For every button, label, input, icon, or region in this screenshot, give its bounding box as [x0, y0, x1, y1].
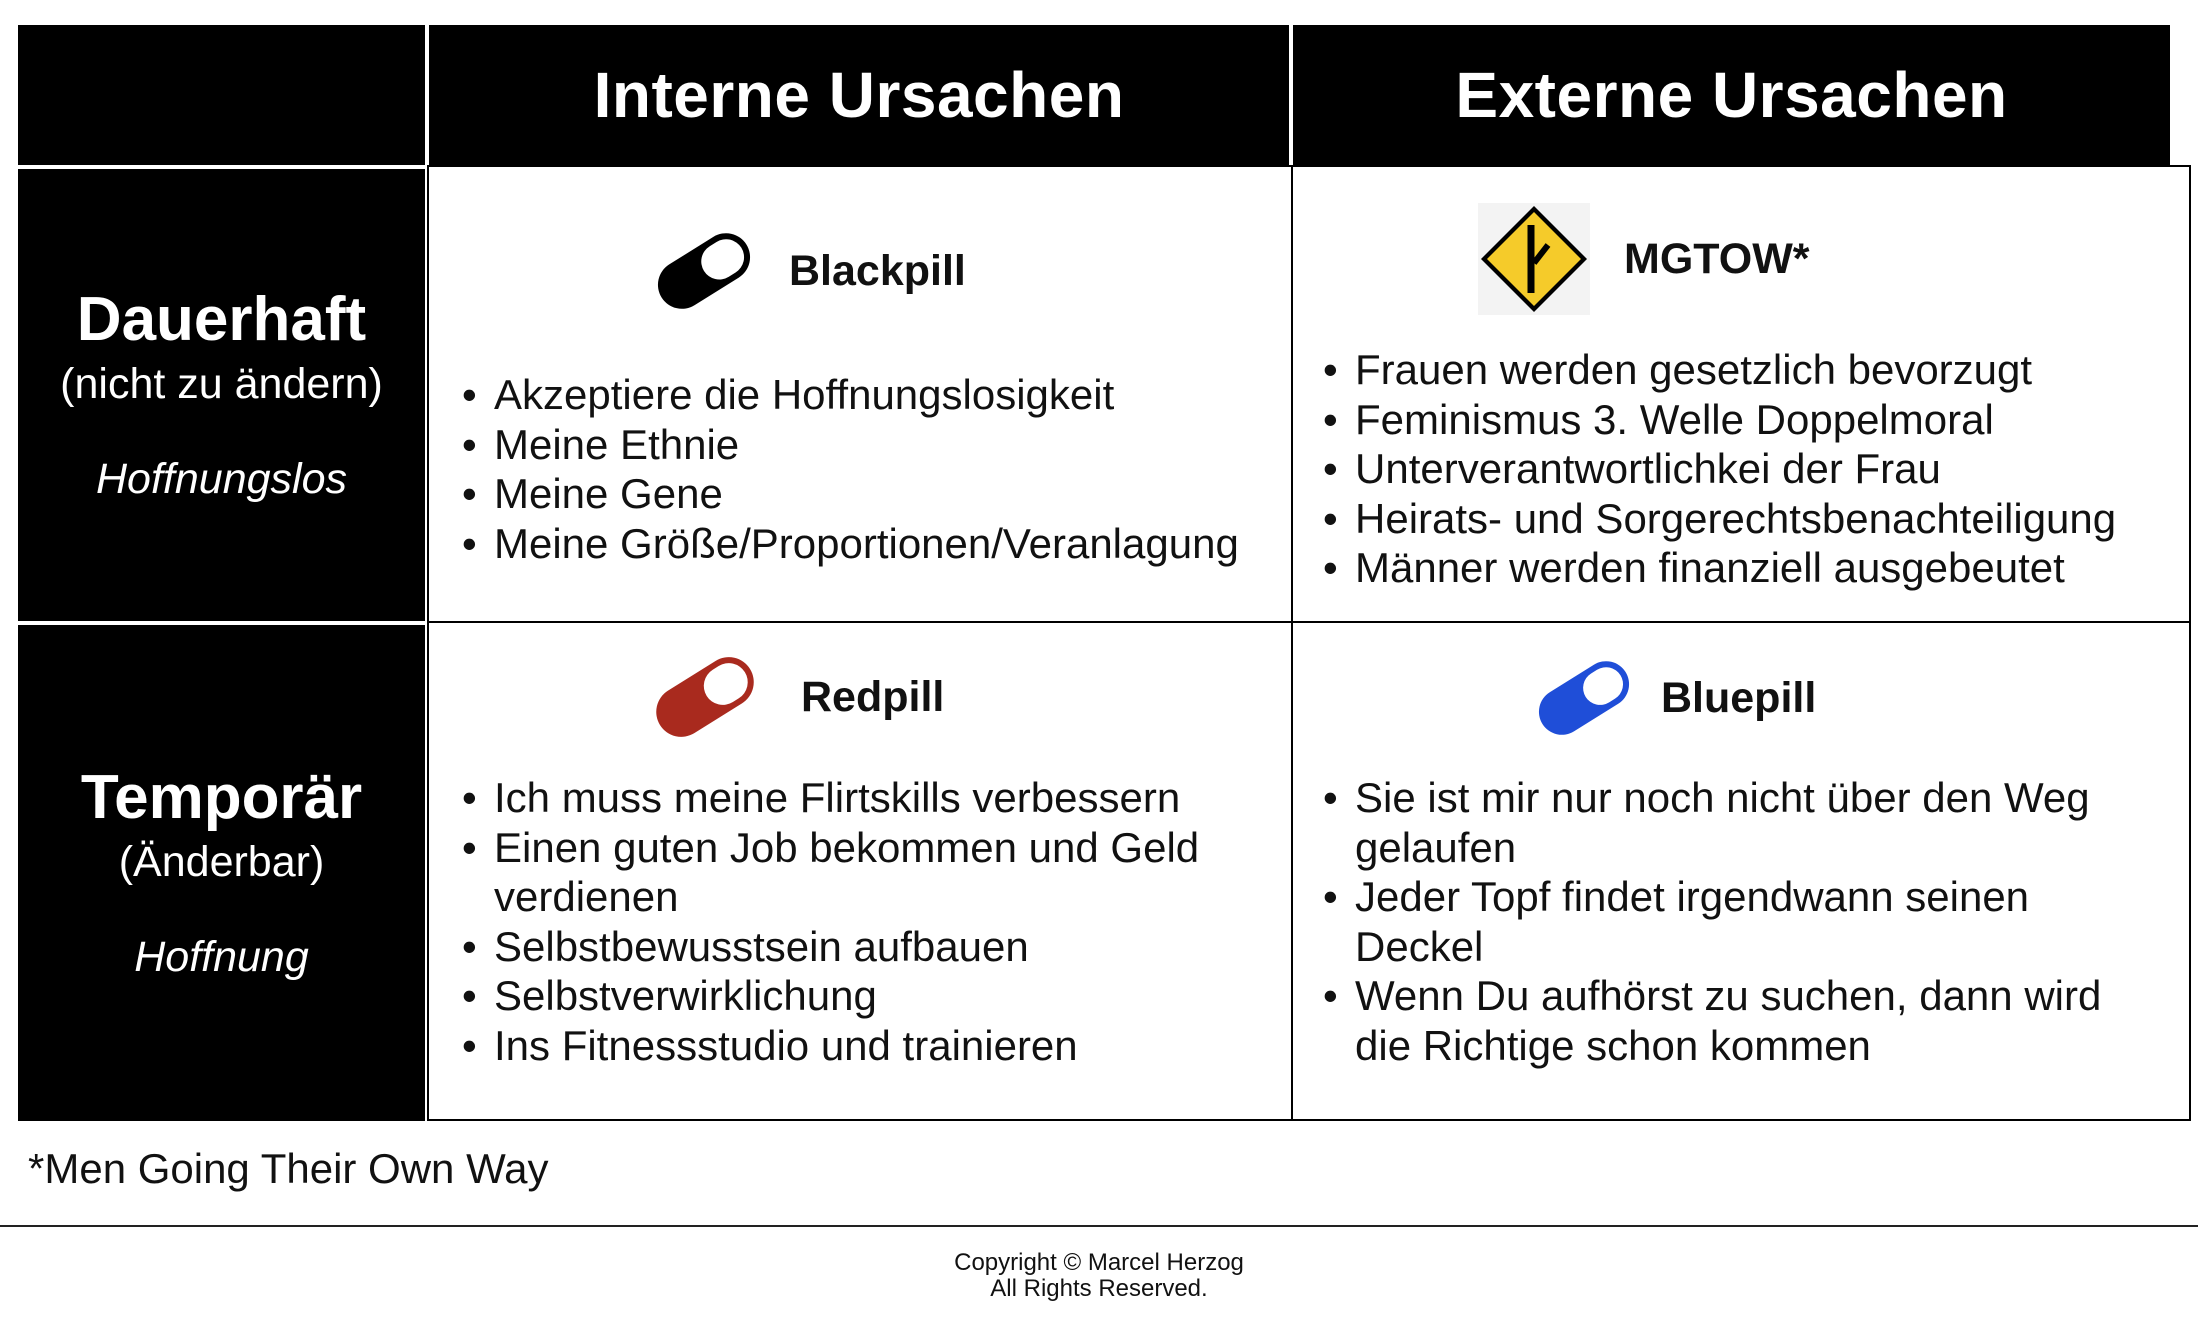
- list-item: • Feminismus 3. Welle Doppelmoral: [1323, 395, 2183, 445]
- merge-road-sign-icon: [1478, 203, 1590, 315]
- list-item: • Frauen werden gesetzlich bevorzugt: [1323, 345, 2183, 395]
- blackpill-title: Blackpill: [789, 246, 966, 295]
- list-item: • Jeder Topf findet irgendwann seinen Deckel: [1323, 872, 2153, 971]
- attribution-matrix: [18, 25, 2170, 1121]
- list-item: • Akzeptiere die Hoffnungslosigkeit: [462, 370, 1272, 420]
- quadrant-bluepill: [1291, 621, 2191, 1121]
- row-header-permanent-mood: Hoffnungslos: [96, 455, 347, 504]
- blackpill-heading: [649, 223, 966, 319]
- row-header-permanent-title: Dauerhaft: [76, 284, 367, 354]
- rights-line: All Rights Reserved.: [990, 1275, 1208, 1302]
- list-item: • Ich muss meine Flirtskills verbessern: [462, 773, 1272, 823]
- bluepill-title: Bluepill: [1661, 673, 1817, 722]
- list-item: • Wenn Du aufhörst zu suchen, dann wird die Richtige schon kommen: [1323, 971, 2153, 1070]
- copyright-line: Copyright © Marcel Herzog: [954, 1249, 1244, 1276]
- column-header-external: [1293, 25, 2170, 165]
- row-header-temporary-subtitle: (Änderbar): [118, 837, 325, 886]
- list-item: • Selbstverwirklichung: [462, 971, 1272, 1021]
- bluepill-list: [1323, 773, 2153, 1070]
- mgtow-heading: [1478, 203, 1810, 315]
- divider: [0, 1225, 2198, 1227]
- row-header-temporary-title: Temporär: [80, 762, 363, 832]
- list-item: • Einen guten Job bekommen und Geld verdienen: [462, 823, 1272, 922]
- quadrant-blackpill: [427, 165, 1293, 623]
- list-item: • Meine Größe/Proportionen/Veranlagung: [462, 519, 1272, 569]
- column-header-internal: [429, 25, 1289, 165]
- quadrant-mgtow: [1291, 165, 2191, 623]
- blackpill-list: [462, 370, 1272, 568]
- redpill-title: Redpill: [801, 672, 945, 721]
- row-header-permanent: [18, 169, 425, 621]
- redpill-list: [462, 773, 1272, 1070]
- row-header-temporary-mood: Hoffnung: [134, 933, 309, 982]
- row-header-permanent-subtitle: (nicht zu ändern): [60, 359, 383, 408]
- list-item: • Selbstbewusstsein aufbauen: [462, 922, 1272, 972]
- column-header-internal-label: Interne Ursachen: [593, 59, 1125, 131]
- row-header-temporary: [18, 625, 425, 1121]
- copyright: [0, 1250, 2198, 1302]
- black-pill-icon: [649, 223, 759, 319]
- quadrant-redpill: [427, 621, 1293, 1121]
- mgtow-title: MGTOW*: [1624, 234, 1810, 283]
- list-item: • Unterverantwortlichkei der Frau: [1323, 444, 2183, 494]
- footnote: *Men Going Their Own Way: [28, 1145, 549, 1192]
- list-item: • Sie ist mir nur noch nicht über den Weg gelaufen: [1323, 773, 2153, 872]
- blue-pill-icon: [1531, 651, 1637, 745]
- red-pill-icon: [647, 647, 763, 747]
- bluepill-heading: [1531, 651, 1816, 745]
- list-item: • Ins Fitnessstudio und trainieren: [462, 1021, 1272, 1071]
- list-item: • Meine Ethnie: [462, 420, 1272, 470]
- mgtow-list: [1323, 345, 2183, 593]
- corner-cell: [18, 25, 425, 165]
- column-header-external-label: Externe Ursachen: [1455, 59, 2008, 131]
- list-item: • Heirats- und Sorgerechtsbenachteiligung: [1323, 494, 2183, 544]
- list-item: • Meine Gene: [462, 469, 1272, 519]
- redpill-heading: [647, 647, 944, 747]
- list-item: • Männer werden finanziell ausgebeutet: [1323, 543, 2183, 593]
